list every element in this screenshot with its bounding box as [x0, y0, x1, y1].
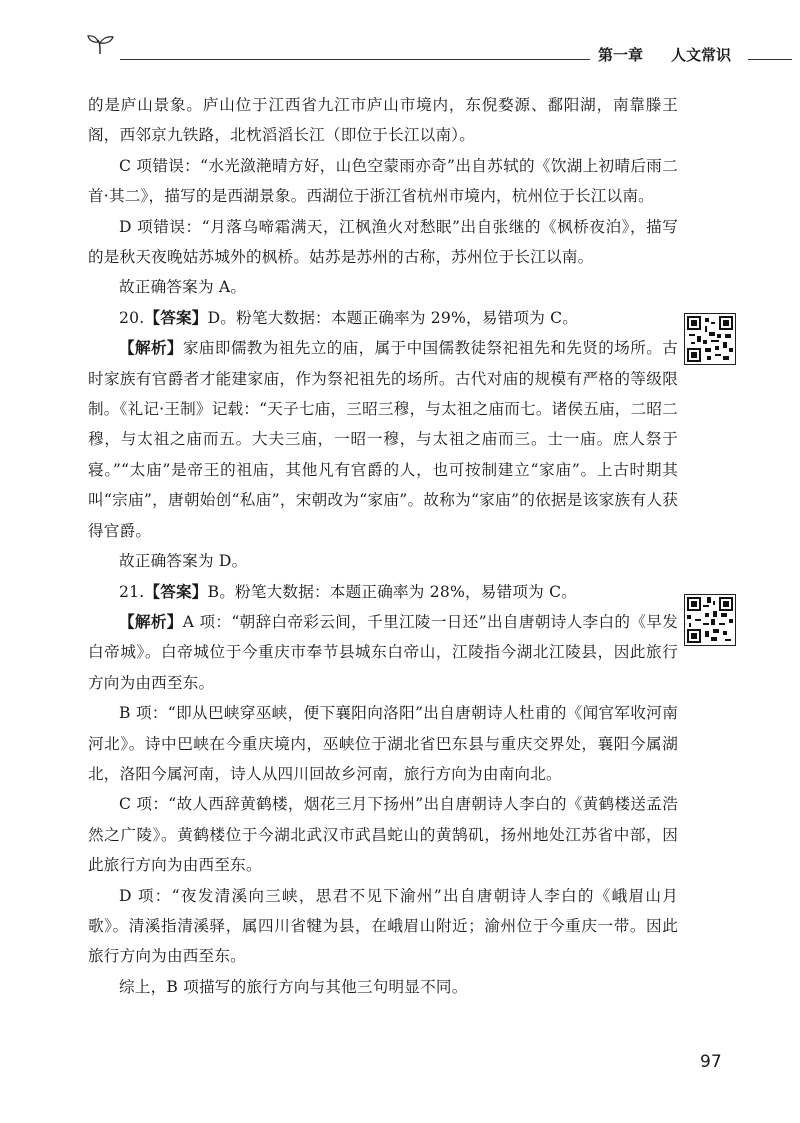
paragraph: B 项：“即从巴峡穿巫峡，便下襄阳向洛阳”出自唐朝诗人杜甫的《闻官军收河南河北》。诗中巴峡在今重庆境内，巫峡位于湖北省巴东县与重庆交界处，襄阳今属湖北，洛阳今属河南，诗人从四川回故乡河南，旅行方向为由南向北。	[88, 704, 678, 783]
page-header	[0, 0, 800, 70]
paragraph: 故正确答案为 A。	[119, 278, 247, 297]
header-rule	[120, 59, 590, 60]
analysis-tag: 【解析】	[119, 611, 183, 631]
section-title: 人文常识	[671, 46, 732, 64]
answer-text: B。粉笔大数据：本题正确率为 28%，易错项为 C。	[207, 582, 578, 601]
answer-paragraph	[88, 303, 678, 333]
paragraph: D 项错误：“月落乌啼霜满天，江枫渔火对愁眠”出自张继的《枫桥夜泊》，描写的是秋天夜晚姑苏城外的枫桥。姑苏是苏州的古称，苏州位于长江以南。	[88, 217, 678, 267]
answer-text: D。粉笔大数据：本题正确率为 29%，易错项为 C。	[207, 308, 579, 327]
qr-code-icon[interactable]	[684, 313, 736, 365]
answer-tag: 【答案】	[144, 581, 208, 601]
analysis-paragraph	[88, 333, 678, 546]
paragraph: C 项错误：“水光潋滟晴方好，山色空蒙雨亦奇”出自苏轼的《饮湖上初晴后雨二首·其二》，描写的是西湖景象。西湖位于浙江省杭州市境内，杭州位于长江以南。	[88, 156, 678, 206]
analysis-tag: 【解析】	[119, 338, 183, 358]
qr-code-icon[interactable]	[684, 594, 736, 646]
page-body	[88, 90, 678, 1002]
header-rule	[748, 59, 792, 60]
paragraph: 故正确答案为 D。	[119, 552, 248, 571]
paragraph: D 项：“夜发清溪向三峡，思君不见下渝州”出自唐朝诗人李白的《峨眉山月歌》。清溪指清溪驿，属四川省犍为县，在峨眉山附近；渝州位于今重庆一带。因此旅行方向为由西至东。	[88, 886, 678, 966]
analysis-text: 家庙即儒教为祖先立的庙，属于中国儒教徒祭祀祖先和先贤的场所。古时家族有官爵者才能建家庙，作为祭祀祖先的场所。古代对庙的规模有严格的等级限制。《礼记·王制》记载：“天子七庙，三昭三穆，与太祖之庙而七。诸侯五庙，二昭二穆，与太祖之庙而五。大夫三庙，一昭一穆，与太祖之庙而三。士一庙。庶人祭于寝。”“太庙”是帝王的祖庙，其他凡有官爵的人，也可按制建立“家庙”。上古时期其叫“宗庙”，唐朝始创“私庙”，宋朝改为“家庙”。故称为“家庙”的依据是该家族有人获得官爵。	[88, 339, 678, 540]
analysis-text: A 项：“朝辞白帝彩云间，千里江陵一日还”出自唐朝诗人李白的《早发白帝城》。白帝城位于今重庆市奉节县城东白帝山，江陵指今湖北江陵县，因此旅行方向为由西至东。	[88, 612, 678, 692]
question-number: 21.	[119, 582, 145, 601]
analysis-paragraph	[88, 607, 678, 698]
paragraph: 的是庐山景象。庐山位于江西省九江市庐山市境内，东倪婺源、鄱阳湖，南靠滕王阁，西邻京九铁路，北枕滔滔长江（即位于长江以南）。	[88, 96, 678, 145]
chapter-label: 第一章	[598, 46, 644, 64]
paragraph: C 项：“故人西辞黄鹤楼，烟花三月下扬州”出自唐朝诗人李白的《黄鹤楼送孟浩然之广陵》。黄鹤楼位于今湖北武汉市武昌蛇山的黄鹄矶，扬州地处江苏省中部，因此旅行方向为由西至东。	[88, 795, 678, 875]
leaf-sprout-icon	[86, 34, 116, 56]
answer-paragraph	[88, 577, 678, 607]
question-number: 20.	[119, 308, 145, 327]
answer-tag: 【答案】	[144, 307, 208, 327]
paragraph: 综上，B 项描写的旅行方向与其他三句明显不同。	[119, 977, 468, 996]
page-number: 97	[700, 1052, 722, 1072]
